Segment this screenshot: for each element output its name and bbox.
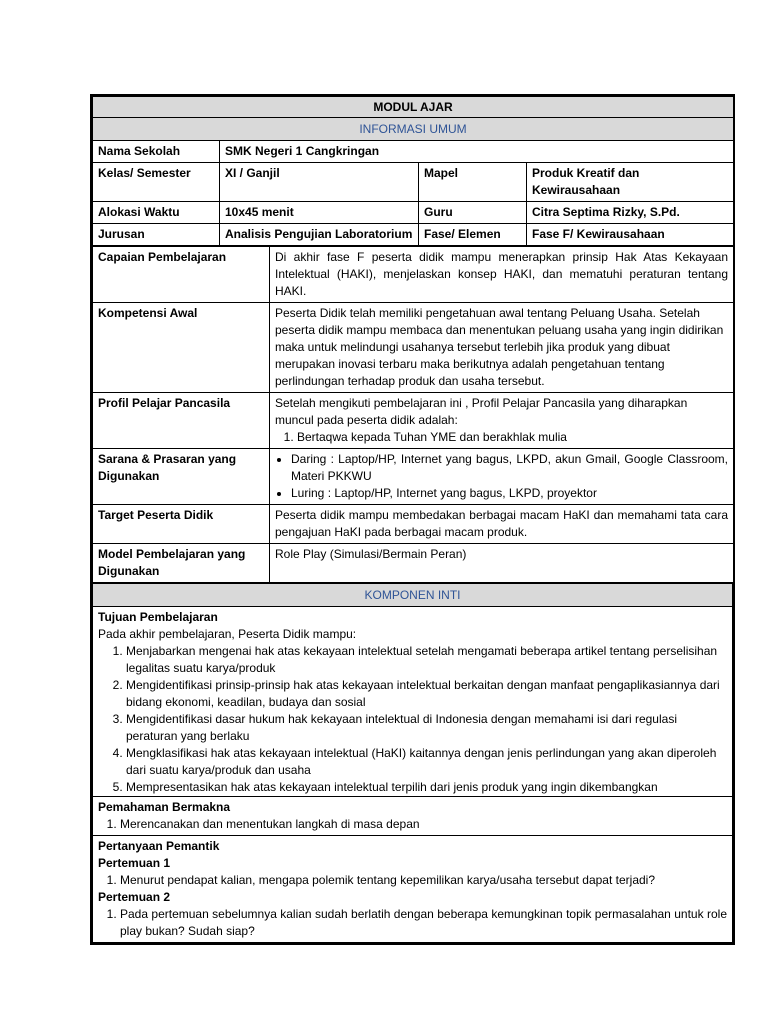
profil-text: Setelah mengikuti pembelajaran ini , Profil Pelajar Pancasila yang diharapkan muncul pada peserta didik adalah: bbox=[275, 396, 688, 427]
alokasi-value: 10x45 menit bbox=[220, 202, 419, 224]
profil-label: Profil Pelajar Pancasila bbox=[93, 393, 270, 449]
fase-label: Fase/ Elemen bbox=[419, 224, 527, 246]
list-item: 1. Merencanakan dan menentukan langkah di masa depan bbox=[120, 816, 727, 833]
modul-ajar-document bbox=[90, 94, 735, 945]
kompetensi-value: Peserta Didik telah memiliki pengetahuan awal tentang Peluang Usaha. Setelah peserta didik mampu membaca dan menentukan peluang usaha yang ingin didirikan maka untuk melindungi usahanya tersebut terlebih jika produk yang dibuat merupakan inovasi terbaru maka berikutnya adalah pengetahuan tentang perlindungan terhadap produk dan usaha tersebut. bbox=[270, 303, 734, 393]
mapel-label: Mapel bbox=[419, 163, 527, 202]
profil-cell bbox=[270, 393, 734, 449]
list-item: • Luring : Laptop/HP, Internet yang bagus, LKPD, proyektor bbox=[291, 485, 728, 502]
document-title: MODUL AJAR bbox=[93, 97, 734, 118]
pertemuan-2-heading: Pertemuan 2 bbox=[98, 890, 171, 904]
jurusan-value: Analisis Pengujian Laboratorium bbox=[220, 224, 419, 246]
mapel-value: Produk Kreatif dan Kewirausahaan bbox=[527, 163, 734, 202]
model-value: Role Play (Simulasi/Bermain Peran) bbox=[270, 544, 734, 583]
target-label: Target Peserta Didik bbox=[93, 505, 270, 544]
list-item: 1. Menjabarkan mengenai hak atas kekayaan intelektual setelah mengamati beberapa artikel tentang perselisihan legalitas suatu karya/produk bbox=[126, 643, 727, 677]
list-item: 2. Mengidentifikasi prinsip-prinsip hak atas kekayaan intelektual berkaitan dengan manfaat pengaplikasiannya dari bidang ekonomi, keadilan, budaya dan sosial bbox=[126, 677, 727, 711]
tujuan-list bbox=[98, 643, 727, 796]
sarana-cell bbox=[270, 449, 734, 505]
alokasi-label: Alokasi Waktu bbox=[93, 202, 220, 224]
sarana-list bbox=[275, 451, 728, 502]
kompetensi-label: Kompetensi Awal bbox=[93, 303, 270, 393]
section-informasi-umum: INFORMASI UMUM bbox=[93, 118, 734, 141]
jurusan-label: Jurusan bbox=[93, 224, 220, 246]
guru-label: Guru bbox=[419, 202, 527, 224]
kelas-value: XI / Ganjil bbox=[220, 163, 419, 202]
detail-table bbox=[92, 246, 734, 583]
info-table bbox=[92, 96, 734, 246]
sekolah-label: Nama Sekolah bbox=[93, 141, 220, 163]
guru-value: Citra Septima Rizky, S.Pd. bbox=[527, 202, 734, 224]
pemahaman-cell bbox=[93, 797, 733, 836]
list-item: 5. Mempresentasikan hak atas kekayaan intelektual terpilih dari jenis produk yang ingin dikembangkan bbox=[126, 779, 727, 796]
sekolah-value: SMK Negeri 1 Cangkringan bbox=[220, 141, 734, 163]
pertemuan-1-list bbox=[98, 872, 727, 889]
list-item: 4. Mengklasifikasi hak atas kekayaan intelektual (HaKI) kaitannya dengan jenis perlindungan yang akan diperoleh dari suatu karya/produk dan usaha bbox=[126, 745, 727, 779]
capaian-value: Di akhir fase F peserta didik mampu menerapkan prinsip Hak Atas Kekayaan Intelektual (HAKI), menjelaskan konsep HAKI, dan mematuhi peraturan tentang HAKI. bbox=[270, 247, 734, 303]
section-komponen-inti: KOMPONEN INTI bbox=[93, 584, 733, 607]
pertemuan-1-heading: Pertemuan 1 bbox=[98, 856, 171, 870]
list-item: 1. Pada pertemuan sebelumnya kalian sudah berlatih dengan beberapa kemungkinan topik permasalahan untuk role play bukan? Sudah siap? bbox=[120, 906, 727, 940]
fase-value: Fase F/ Kewirausahaan bbox=[527, 224, 734, 246]
list-item: • Daring : Laptop/HP, Internet yang bagus, LKPD, akun Gmail, Google Classroom, Materi PKKWU bbox=[291, 451, 728, 485]
target-value: Peserta didik mampu membedakan berbagai macam HaKI dan memahami tata cara pengajuan HaKI pada berbagai macam produk. bbox=[270, 505, 734, 544]
tujuan-intro: Pada akhir pembelajaran, Peserta Didik mampu: bbox=[98, 627, 357, 641]
pertemuan-2-list bbox=[98, 906, 727, 940]
tujuan-heading: Tujuan Pembelajaran bbox=[98, 610, 218, 624]
sarana-label: Sarana & Prasaran yang Digunakan bbox=[93, 449, 270, 505]
pemahaman-heading: Pemahaman Bermakna bbox=[98, 800, 231, 814]
list-item: 3. Mengidentifikasi dasar hukum hak kekayaan intelektual di Indonesia dengan memahami isi dari regulasi peraturan yang berlaku bbox=[126, 711, 727, 745]
list-item: 1. Menurut pendapat kalian, mengapa polemik tentang kepemilikan karya/usaha tersebut dapat terjadi? bbox=[120, 872, 727, 889]
capaian-label: Capaian Pembelajaran bbox=[93, 247, 270, 303]
model-label: Model Pembelajaran yang Digunakan bbox=[93, 544, 270, 583]
kelas-label: Kelas/ Semester bbox=[93, 163, 220, 202]
tujuan-cell bbox=[93, 607, 733, 797]
pertanyaan-cell bbox=[93, 836, 733, 943]
pemahaman-list bbox=[98, 816, 727, 833]
list-item: 1. Bertaqwa kepada Tuhan YME dan berakhlak mulia bbox=[297, 429, 728, 446]
profil-list bbox=[275, 429, 728, 446]
pertanyaan-heading: Pertanyaan Pemantik bbox=[98, 839, 220, 853]
inti-table bbox=[92, 583, 733, 943]
